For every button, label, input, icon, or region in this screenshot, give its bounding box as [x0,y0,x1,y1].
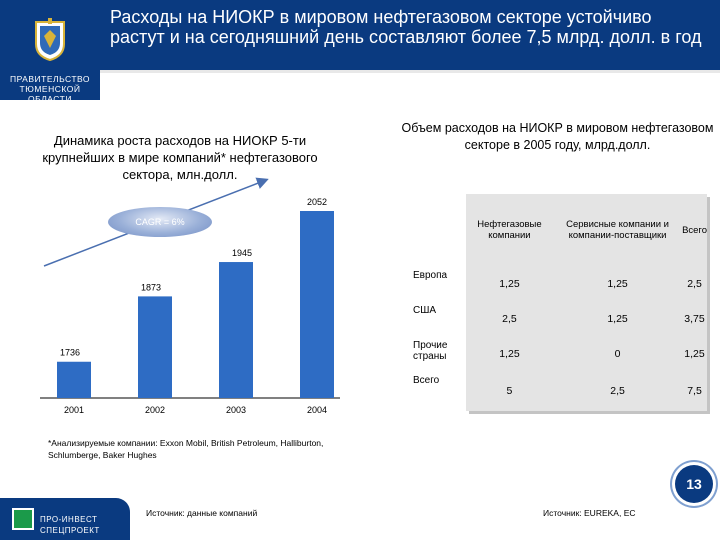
chart-title: Динамика роста расходов на НИОКР 5-ти крупнейших в мире компаний* нефтегазового сектора, млн.долл. [42,133,318,182]
table-cell: 1,25 [466,336,553,371]
x-tick-label: 2003 [225,405,247,415]
x-tick-label: 2001 [63,405,85,415]
logo-icon [12,508,34,530]
source-right: Источник: EUREKA, EC [543,508,636,518]
page-number: 13 [675,465,713,503]
table-row [405,336,707,371]
region-label: ПРАВИТЕЛЬСТВО ТЮМЕНСКОЙ ОБЛАСТИ [9,74,91,104]
table-row-total [405,371,707,411]
table-corner [405,194,466,266]
table-cell: 5 [466,371,553,411]
source-left: Источник: данные компаний [146,508,258,518]
table-row [405,301,707,336]
data-label-2001: 1736 [60,347,81,358]
table-row [405,266,707,301]
data-label-2004: 2052 [306,197,328,207]
table-title: Объем расходов на НИОКР в мировом нефтегазовом секторе в 2005 году, млрд.долл. [401,121,714,152]
bar-2003 [219,262,253,398]
row-label: Всего [405,371,466,411]
row-label: Прочие страны [405,336,466,371]
cagr-badge: CAGR = 6% [108,207,212,237]
bar-2002 [138,296,172,398]
x-tick-label: 2002 [144,405,166,415]
data-label-2002: 1873 [141,282,162,293]
column-header: Всего [682,194,707,266]
table-header-row [405,194,707,266]
table-cell: 2,5 [682,266,707,301]
row-label: США [405,301,466,336]
table-cell: 1,25 [553,301,682,336]
table-cell: 1,25 [553,266,682,301]
table-cell: 1,25 [682,336,707,371]
table-cell: 2,5 [466,301,553,336]
logo-text: ПРО-ИНВЕСТ СПЕЦПРОЕКТ [40,515,100,535]
column-header: Сервисные компании и компании-поставщики [553,194,682,266]
table-cell: 2,5 [553,371,682,411]
table-cell: 3,75 [682,301,707,336]
slide-title: Расходы на НИОКР в мировом нефтегазовом секторе устойчиво растут и на сегодняшний день составляют более 7,5 млрд. долл. в год [110,7,702,47]
footnote: *Анализируемые компании: Exxon Mobil, British Petroleum, Halliburton, Schlumberge, Baker Hughes [48,438,324,460]
table-cell: 0 [553,336,682,371]
table-cell: 1,25 [466,266,553,301]
x-tick-label: 2004 [306,405,328,415]
row-label: Европа [405,266,466,301]
data-label-2003: 1945 [232,248,253,259]
bar-2001 [57,362,91,398]
table-cell: 7,5 [682,371,707,411]
rd-table [405,194,707,411]
column-header: Нефтегазовые компании [466,194,553,266]
footer-logo [0,498,130,540]
bar-2004 [300,211,334,398]
